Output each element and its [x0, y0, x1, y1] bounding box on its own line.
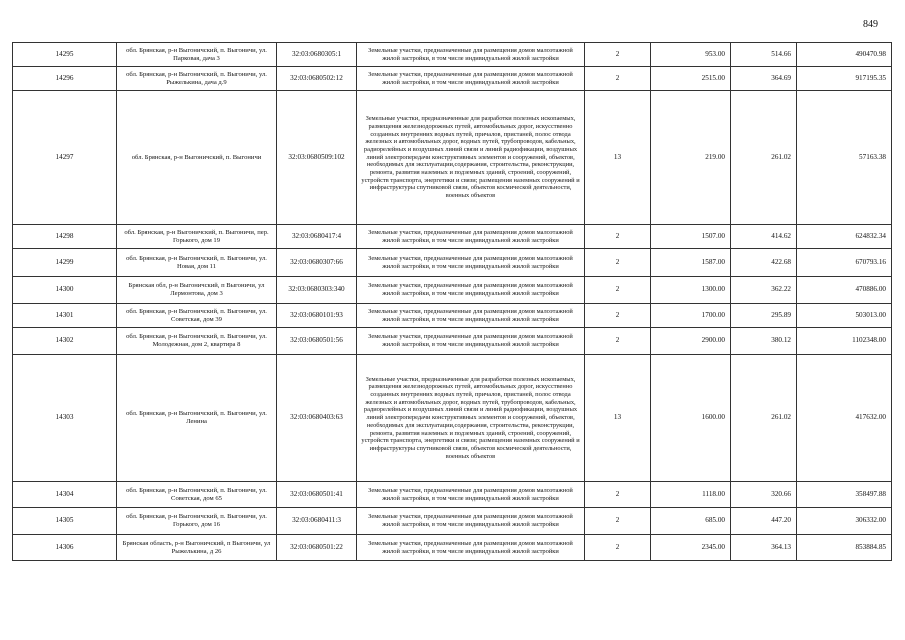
row-id: 14299	[13, 249, 117, 277]
row-specific-value: 364.13	[731, 535, 797, 561]
row-permitted-use: Земельные участки, предназначенные для размещения домов малоэтажной жилой застройки, в том числе индивидуальной жилой застройки	[357, 535, 585, 561]
row-specific-value: 295.89	[731, 304, 797, 328]
row-cadastral-value: 503013.00	[797, 304, 892, 328]
row-address: обл. Брянская, р-н Выгоничский, п. Выгоничи, ул. Советская, дом 39	[117, 304, 277, 328]
row-cadastral-value: 358497.88	[797, 482, 892, 508]
table-row	[13, 225, 892, 249]
row-cadastral-number: 32:03:0680411:3	[277, 508, 357, 535]
row-cadastral-value: 853884.85	[797, 535, 892, 561]
row-id: 14305	[13, 508, 117, 535]
row-area: 1600.00	[651, 355, 731, 482]
row-cadastral-number: 32:03:0680509:102	[277, 91, 357, 225]
row-permitted-use: Земельные участки, предназначенные для размещения домов малоэтажной жилой застройки, в том числе индивидуальной жилой застройки	[357, 43, 585, 67]
row-permitted-use: Земельные участки, предназначенные для размещения домов малоэтажной жилой застройки, в том числе индивидуальной жилой застройки	[357, 304, 585, 328]
row-permitted-use: Земельные участки, предназначенные для размещения домов малоэтажной жилой застройки, в том числе индивидуальной жилой застройки	[357, 249, 585, 277]
row-group: 2	[585, 225, 651, 249]
table-row	[13, 304, 892, 328]
table-row	[13, 277, 892, 304]
row-cadastral-number: 32:03:0680305:1	[277, 43, 357, 67]
table-row	[13, 67, 892, 91]
row-group: 2	[585, 482, 651, 508]
row-address: обл. Брянская, р-н Выгоничский, п. Выгоничи, ул. Ленина	[117, 355, 277, 482]
row-specific-value: 380.12	[731, 328, 797, 355]
row-area: 953.00	[651, 43, 731, 67]
row-id: 14300	[13, 277, 117, 304]
row-cadastral-value: 624832.34	[797, 225, 892, 249]
row-area: 685.00	[651, 508, 731, 535]
row-specific-value: 261.02	[731, 355, 797, 482]
table-row	[13, 508, 892, 535]
row-area: 2515.00	[651, 67, 731, 91]
row-id: 14301	[13, 304, 117, 328]
table-row	[13, 328, 892, 355]
table-row	[13, 249, 892, 277]
land-plots-table	[12, 42, 892, 561]
row-permitted-use: Земельные участки, предназначенные для разработки полезных ископаемых, размещения железнодорожных путей, автомобильных дорог, искусственно созданных внутренних водных путей, причалов, пристаней, полос отвода железных и автомобильных дорог, водных путей, трубопроводов, кабельных, радиорелейных и воздушных линий связи и линий радиофикации, воздушных линий электропередачи конструктивных элементов и сооружений, объектов, необходимых для эксплуатации,содержания, строительства, реконструкции, ремонта, развития наземных и подземных зданий, строений, сооружений, устройств транспорта, энергетики и связи; размещения наземных сооружений и инфраструктуры спутниковой связи, объектов космической деятельности, военных объектов	[357, 355, 585, 482]
row-permitted-use: Земельные участки, предназначенные для размещения домов малоэтажной жилой застройки, в том числе индивидуальной жилой застройки	[357, 225, 585, 249]
row-id: 14302	[13, 328, 117, 355]
row-cadastral-number: 32:03:0680501:41	[277, 482, 357, 508]
row-id: 14303	[13, 355, 117, 482]
row-group: 13	[585, 355, 651, 482]
row-group: 2	[585, 508, 651, 535]
row-area: 2345.00	[651, 535, 731, 561]
row-address: обл. Брянская, р-н Выгоничский, п. Выгоничи, ул. Рыжелькина, дача д.9	[117, 67, 277, 91]
row-cadastral-number: 32:03:0680501:56	[277, 328, 357, 355]
row-address: обл. Брянская, р-н Выгоничский, п. Выгоничи, ул. Советская, дом 65	[117, 482, 277, 508]
row-address: обл. Брянская, р-н Выгоничский, п. Выгоничи, пер. Горького, дом 19	[117, 225, 277, 249]
row-id: 14306	[13, 535, 117, 561]
table-row	[13, 43, 892, 67]
row-area: 1300.00	[651, 277, 731, 304]
row-cadastral-value: 306332.00	[797, 508, 892, 535]
row-permitted-use: Земельные участки, предназначенные для размещения домов малоэтажной жилой застройки, в том числе индивидуальной жилой застройки	[357, 277, 585, 304]
row-specific-value: 364.69	[731, 67, 797, 91]
row-cadastral-value: 490470.98	[797, 43, 892, 67]
row-address: обл. Брянская, р-н Выгоничский, п. Выгоничи, ул. Парковая, дача 3	[117, 43, 277, 67]
page-number: 849	[863, 19, 878, 30]
row-cadastral-number: 32:03:0680307:66	[277, 249, 357, 277]
table-row	[13, 91, 892, 225]
row-address: обл. Брянская, р-н Выгоничский, п. Выгоничи, ул. Молодежная, дом 2, квартира 8	[117, 328, 277, 355]
row-group: 2	[585, 304, 651, 328]
row-group: 2	[585, 535, 651, 561]
row-cadastral-value: 417632.00	[797, 355, 892, 482]
row-specific-value: 514.66	[731, 43, 797, 67]
row-group: 2	[585, 43, 651, 67]
row-permitted-use: Земельные участки, предназначенные для размещения домов малоэтажной жилой застройки, в том числе индивидуальной жилой застройки	[357, 482, 585, 508]
row-permitted-use: Земельные участки, предназначенные для размещения домов малоэтажной жилой застройки, в том числе индивидуальной жилой застройки	[357, 328, 585, 355]
row-area: 219.00	[651, 91, 731, 225]
row-cadastral-number: 32:03:0680101:93	[277, 304, 357, 328]
row-id: 14295	[13, 43, 117, 67]
row-area: 1118.00	[651, 482, 731, 508]
row-cadastral-number: 32:03:0680403:63	[277, 355, 357, 482]
row-specific-value: 320.66	[731, 482, 797, 508]
row-area: 1507.00	[651, 225, 731, 249]
row-cadastral-value: 1102348.00	[797, 328, 892, 355]
row-area: 1700.00	[651, 304, 731, 328]
row-specific-value: 261.02	[731, 91, 797, 225]
table-row	[13, 535, 892, 561]
row-address: Брянская обл, р-н Выгоничский, п Выгоничи, ул Лермонтова, дом 3	[117, 277, 277, 304]
row-cadastral-value: 470886.00	[797, 277, 892, 304]
row-cadastral-number: 32:03:0680502:12	[277, 67, 357, 91]
row-cadastral-number: 32:03:0680501:22	[277, 535, 357, 561]
row-group: 13	[585, 91, 651, 225]
row-specific-value: 447.20	[731, 508, 797, 535]
row-id: 14298	[13, 225, 117, 249]
row-cadastral-value: 917195.35	[797, 67, 892, 91]
row-id: 14304	[13, 482, 117, 508]
row-group: 2	[585, 249, 651, 277]
row-area: 2900.00	[651, 328, 731, 355]
table-row	[13, 355, 892, 482]
row-cadastral-number: 32:03:0680303:340	[277, 277, 357, 304]
row-cadastral-value: 670793.16	[797, 249, 892, 277]
row-group: 2	[585, 328, 651, 355]
row-id: 14296	[13, 67, 117, 91]
row-permitted-use: Земельные участки, предназначенные для разработки полезных ископаемых, размещения железнодорожных путей, автомобильных дорог, искусственно созданных внутренних водных путей, причалов, пристаней, полос отвода железных и автомобильных дорог, водных путей, трубопроводов, кабельных, радиорелейных и воздушных линий связи и линий радиофикации, воздушных линий электропередачи конструктивных элементов и сооружений, объектов, необходимых для эксплуатации,содержания, строительства, реконструкции, ремонта, развития наземных и подземных зданий, строений, сооружений, устройств транспорта, энергетики и связи; размещения наземных сооружений и инфраструктуры спутниковой связи, объектов космической деятельности, военных объектов	[357, 91, 585, 225]
row-specific-value: 414.62	[731, 225, 797, 249]
row-specific-value: 422.68	[731, 249, 797, 277]
row-group: 2	[585, 67, 651, 91]
row-group: 2	[585, 277, 651, 304]
row-id: 14297	[13, 91, 117, 225]
row-permitted-use: Земельные участки, предназначенные для размещения домов малоэтажной жилой застройки, в том числе индивидуальной жилой застройки	[357, 508, 585, 535]
row-address: Брянская область, р-н Выгоничский, п Выгоничи, ул Рыжелькина, д 26	[117, 535, 277, 561]
row-permitted-use: Земельные участки, предназначенные для размещения домов малоэтажной жилой застройки, в том числе индивидуальной жилой застройки	[357, 67, 585, 91]
row-address: обл. Брянская, р-н Выгоничский, п. Выгоничи, ул. Горького, дом 16	[117, 508, 277, 535]
row-address: обл. Брянская, р-н Выгоничский, п. Выгоничи, ул. Новая, дом 11	[117, 249, 277, 277]
row-cadastral-number: 32:03:0680417:4	[277, 225, 357, 249]
table-row	[13, 482, 892, 508]
row-cadastral-value: 57163.38	[797, 91, 892, 225]
row-address: обл. Брянская, р-н Выгоничский, п. Выгоничи	[117, 91, 277, 225]
row-area: 1587.00	[651, 249, 731, 277]
row-specific-value: 362.22	[731, 277, 797, 304]
